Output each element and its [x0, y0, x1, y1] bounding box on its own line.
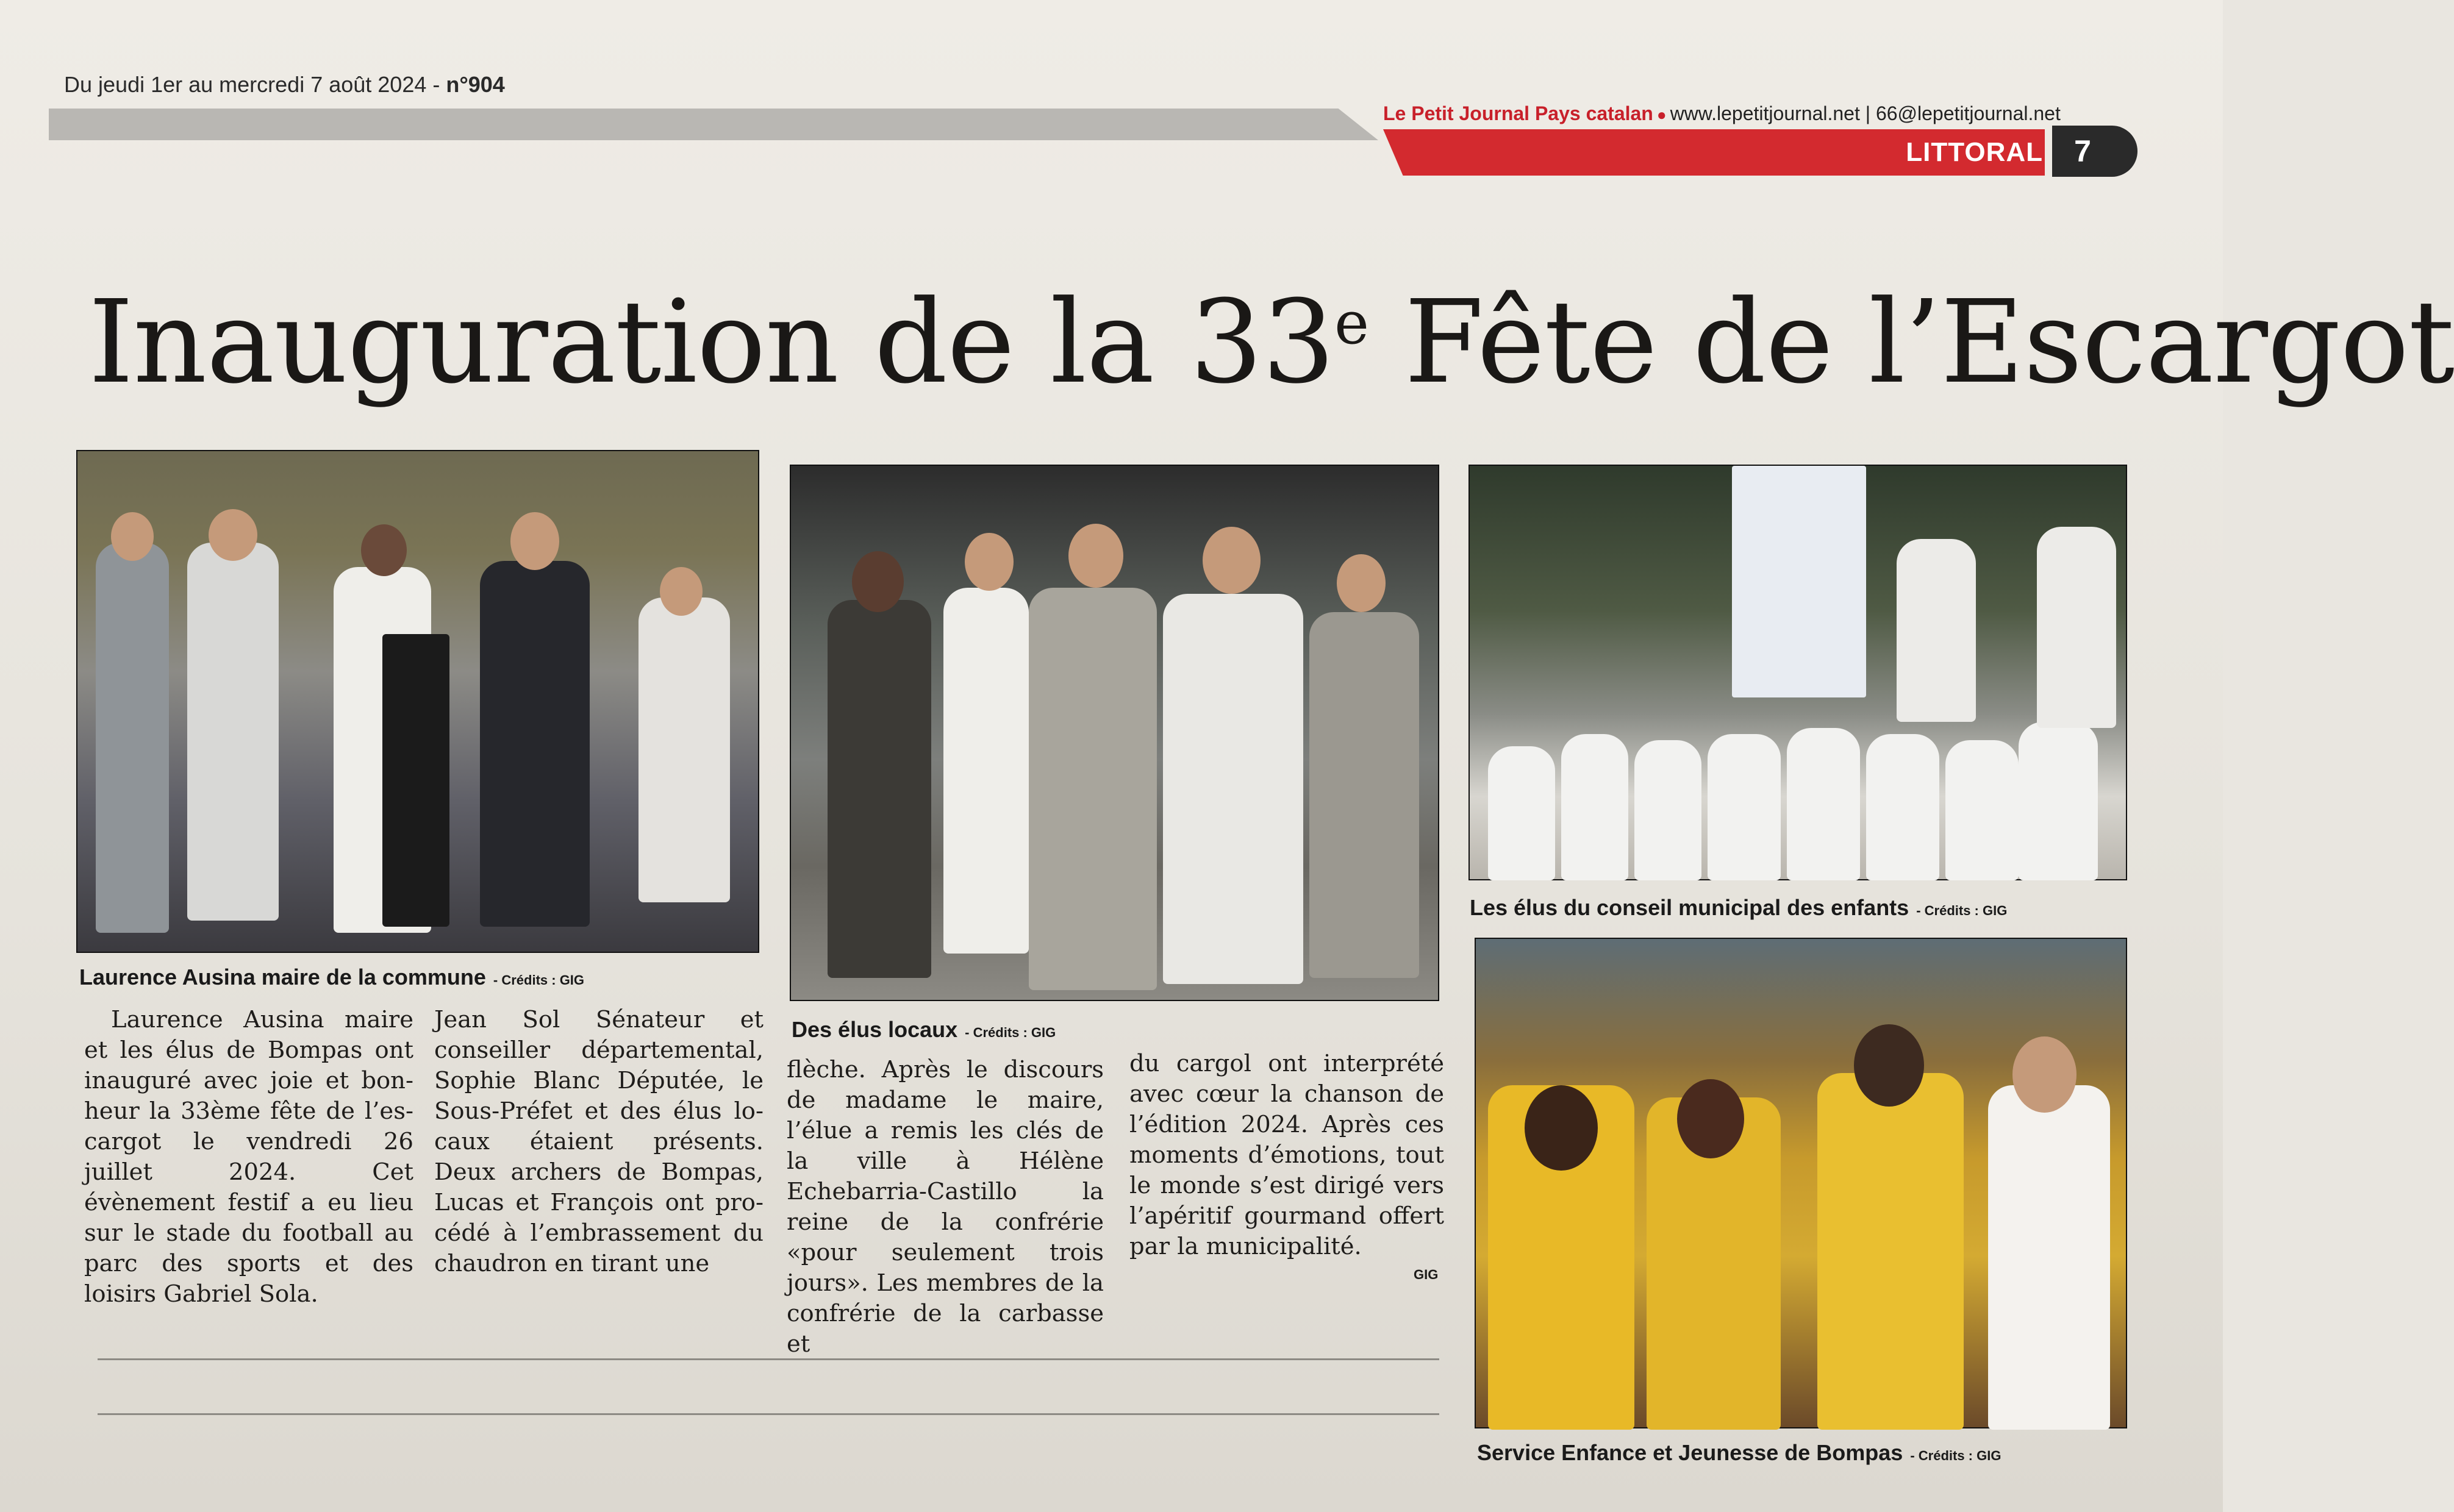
issue-dates: Du jeudi 1er au mercredi 7 août 2024 -	[64, 72, 446, 97]
photo-banner	[1732, 466, 1866, 697]
page-number: 7	[2052, 126, 2137, 177]
photo-figure	[480, 561, 590, 927]
headline-text: Inauguration de la 33	[88, 276, 1335, 409]
photo-credit: - Crédits : GIG	[965, 1025, 1056, 1040]
article-signature: GIG	[1414, 1267, 1439, 1282]
caption-text: Des élus locaux	[792, 1017, 958, 1042]
brand-line	[1383, 102, 2061, 125]
headline-text-end: Fête de l’Escargot	[1368, 276, 2454, 409]
headline-superscript: e	[1334, 289, 1368, 357]
photo-figure	[2037, 527, 2116, 728]
article-column-2	[434, 1005, 764, 1279]
photo-caption	[792, 1017, 1056, 1043]
article-paragraph: du cargol ont interprété avec cœur la chanson de l’édition 2024. Après ces moments d’émotions, tout le monde s’est dirigé vers l’apéritif gourmand offert par la municipalité.	[1129, 1050, 1444, 1260]
photo-figure	[1488, 746, 1555, 880]
photo-figure	[1817, 1073, 1964, 1430]
header-grey-band	[49, 109, 1378, 140]
article-column-1	[84, 1005, 413, 1310]
photo-mayor-speech	[76, 450, 759, 953]
photo-local-officials	[790, 465, 1439, 1001]
section-label: LITTORAL	[1906, 137, 2043, 167]
article-column-4	[1129, 1049, 1444, 1262]
photo-figure-head	[510, 512, 559, 570]
photo-figure	[828, 600, 931, 978]
bullet-icon: ●	[1656, 105, 1667, 124]
article-headline	[88, 276, 2454, 409]
photo-figure-head	[1854, 1024, 1924, 1107]
photo-figure	[1945, 740, 2019, 880]
photo-lectern	[382, 634, 449, 927]
photo-figure-head	[1068, 524, 1123, 588]
photo-figure-head	[111, 512, 154, 561]
divider-rule	[98, 1358, 1439, 1360]
photo-figure	[1561, 734, 1628, 880]
photo-figure-head	[1203, 527, 1261, 594]
article-column-3	[787, 1055, 1104, 1360]
photo-figure-head	[361, 524, 407, 576]
photo-figure	[187, 543, 279, 921]
photo-caption	[1477, 1440, 2001, 1466]
caption-text: Les élus du conseil municipal des enfants	[1470, 895, 1909, 920]
photo-caption	[79, 965, 584, 990]
photo-figure	[2019, 722, 2098, 880]
photo-figure	[639, 597, 730, 902]
photo-youth-service	[1475, 938, 2127, 1428]
photo-figure	[1787, 728, 1860, 880]
caption-text: Laurence Ausina maire de la commune	[79, 965, 486, 990]
photo-figure-head	[1337, 554, 1386, 612]
issue-line	[64, 72, 505, 98]
photo-figure	[96, 543, 169, 933]
photo-caption	[1470, 895, 2007, 921]
caption-text: Service Enfance et Jeunesse de Bompas	[1477, 1440, 1903, 1465]
photo-figure-head	[1525, 1085, 1598, 1171]
photo-figure	[1988, 1085, 2110, 1430]
photo-figure	[1309, 612, 1419, 978]
article-paragraph: Jean Sol Sénateur et conseiller départemental, Sophie Blanc Députée, le Sous-Préfet et des élus locaux étaient présents. Deux archers de Bompas, Lucas et François ont procédé à l’embrassement du chaudron en tirant une	[434, 1006, 764, 1277]
photo-figure-head	[2012, 1036, 2077, 1113]
photo-figure	[1866, 734, 1939, 880]
photo-figure-head	[209, 509, 257, 561]
photo-figure	[1029, 588, 1157, 990]
article-paragraph: flèche. Après le discours de madame le maire, l’élue a remis les clés de la ville à Hélène Echebarria-Castillo la reine de la confrérie «pour seulement trois jours». Les membres de la confrérie de la carbasse et	[787, 1056, 1104, 1358]
divider-rule	[98, 1413, 1439, 1415]
article-paragraph: Laurence Ausina maire et les élus de Bompas ont inauguré avec joie et bonheur la 33ème fête de l’escargot le vendredi 26 juillet 2024. Cet évènement festif a eu lieu sur le stade du football au parc des sports et des loisirs Gabriel Sola.	[84, 1006, 413, 1308]
issue-number: n°904	[446, 72, 505, 97]
photo-figure	[943, 588, 1029, 954]
photo-credit: - Crédits : GIG	[493, 972, 585, 988]
photo-figure	[1163, 594, 1303, 984]
photo-credit: - Crédits : GIG	[1910, 1448, 2001, 1463]
photo-children-council	[1468, 465, 2127, 880]
photo-figure-head	[852, 551, 904, 612]
photo-credit: - Crédits : GIG	[1916, 903, 2008, 918]
publication-contact: www.lepetitjournal.net | 66@lepetitjournal.net	[1670, 102, 2061, 124]
photo-figure	[1897, 539, 1976, 722]
photo-figure-head	[965, 533, 1014, 591]
photo-figure	[1708, 734, 1781, 880]
photo-figure-head	[660, 567, 703, 616]
publication-name: Le Petit Journal Pays catalan	[1383, 102, 1653, 124]
photo-figure	[1634, 740, 1701, 880]
photo-figure-head	[1677, 1079, 1744, 1158]
